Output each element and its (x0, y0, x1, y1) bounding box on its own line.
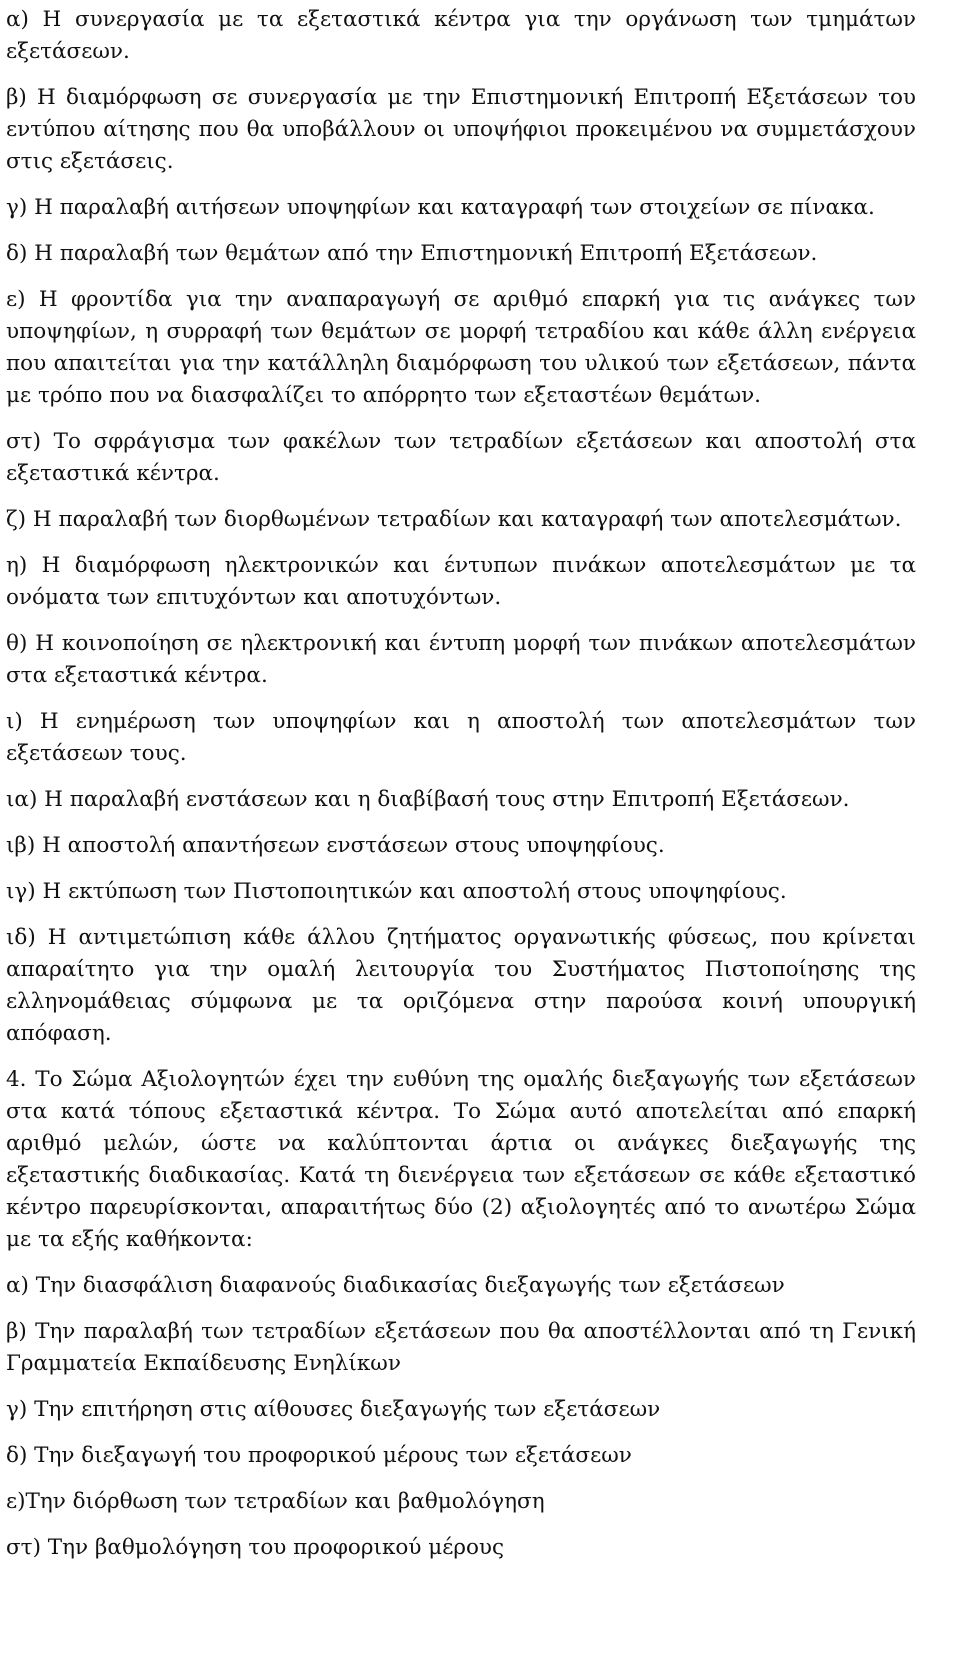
paragraph-b: β) Η διαμόρφωση σε συνεργασία με την Επιστημονική Επιτροπή Εξετάσεων του εντύπου αίτησης που θα υποβάλλουν οι υποψήφιοι προκειμένου να συμμετάσχουν στις εξετάσεις. (6, 85, 916, 174)
duty-st: στ) Την βαθμολόγηση του προφορικού μέρους (6, 1535, 505, 1560)
duty-d: δ) Την διεξαγωγή του προφορικού μέρους των εξετάσεων (6, 1443, 632, 1468)
paragraph-d: δ) Η παραλαβή των θεμάτων από την Επιστημονική Επιτροπή Εξετάσεων. (6, 241, 818, 266)
paragraph-e: ε) Η φροντίδα για την αναπαραγωγή σε αριθμό επαρκή για τις ανάγκες των υποψηφίων, η συρραφή των θεμάτων σε μορφή τετραδίου και κάθε άλλη ενέργεια που απαιτείται για την κατάλληλη διαμόρφωση του υλικού των εξετάσεων, πάντα με τρόπο που να διασφαλίζει το απόρρητο των εξεταστέων θεμάτων. (6, 287, 916, 408)
paragraph-c: γ) Η παραλαβή αιτήσεων υποψηφίων και καταγραφή των στοιχείων σε πίνακα. (6, 195, 875, 220)
paragraph-z: ζ) Η παραλαβή των διορθωμένων τετραδίων και καταγραφή των αποτελεσμάτων. (6, 507, 902, 532)
duty-c: γ) Την επιτήρηση στις αίθουσες διεξαγωγής των εξετάσεων (6, 1397, 661, 1422)
duty-a: α) Την διασφάλιση διαφανούς διαδικασίας διεξαγωγής των εξετάσεων (6, 1273, 785, 1298)
paragraph-h: η) Η διαμόρφωση ηλεκτρονικών και έντυπων πινάκων αποτελεσμάτων με τα ονόματα των επιτυχόντων και αποτυχόντων. (6, 553, 916, 610)
paragraph-section-4: 4. Το Σώμα Αξιολογητών έχει την ευθύνη της ομαλής διεξαγωγής των εξετάσεων στα κατά τόπους εξεταστικά κέντρα. Το Σώμα αυτό αποτελείται από επαρκή αριθμό μελών, ώστε να καλύπτονται άρτια οι ανάγκες διεξαγωγής της εξεταστικής διαδικασίας. Κατά τη διενέργεια των εξετάσεων σε κάθε εξεταστικό κέντρο παρευρίσκονται, απαραιτήτως δύο (2) αξιολογητές από το ανωτέρω Σώμα με τα εξής καθήκοντα: (6, 1067, 916, 1252)
paragraph-ib: ιβ) Η αποστολή απαντήσεων ενστάσεων στους υποψηφίους. (6, 833, 665, 858)
paragraph-a: α) Η συνεργασία με τα εξεταστικά κέντρα για την οργάνωση των τμημάτων εξετάσεων. (6, 7, 916, 64)
paragraph-st: στ) Το σφράγισμα των φακέλων των τετραδίων εξετάσεων και αποστολή στα εξεταστικά κέντρα. (6, 429, 916, 486)
paragraph-id: ιδ) Η αντιμετώπιση κάθε άλλου ζητήματος οργανωτικής φύσεως, που κρίνεται απαραίτητο για την ομαλή λειτουργία του Συστήματος Πιστοποίησης της ελληνομάθειας σύμφωνα με τα οριζόμενα στην παρούσα κοινή υπουργική απόφαση. (6, 925, 916, 1046)
paragraph-ia: ια) Η παραλαβή ενστάσεων και η διαβίβασή τους στην Επιτροπή Εξετάσεων. (6, 787, 850, 812)
duty-b: β) Την παραλαβή των τετραδίων εξετάσεων που θα αποστέλλονται από τη Γενική Γραμματεία Εκπαίδευσης Ενηλίκων (6, 1319, 916, 1376)
paragraph-th: θ) Η κοινοποίηση σε ηλεκτρονική και έντυπη μορφή των πινάκων αποτελεσμάτων στα εξεταστικά κέντρα. (6, 631, 916, 688)
paragraph-i: ι) Η ενημέρωση των υποψηφίων και η αποστολή των αποτελεσμάτων των εξετάσεων τους. (6, 709, 916, 766)
duty-e: ε)Την διόρθωση των τετραδίων και βαθμολόγηση (6, 1489, 545, 1514)
paragraph-ig: ιγ) Η εκτύπωση των Πιστοποιητικών και αποστολή στους υποψηφίους. (6, 879, 787, 904)
